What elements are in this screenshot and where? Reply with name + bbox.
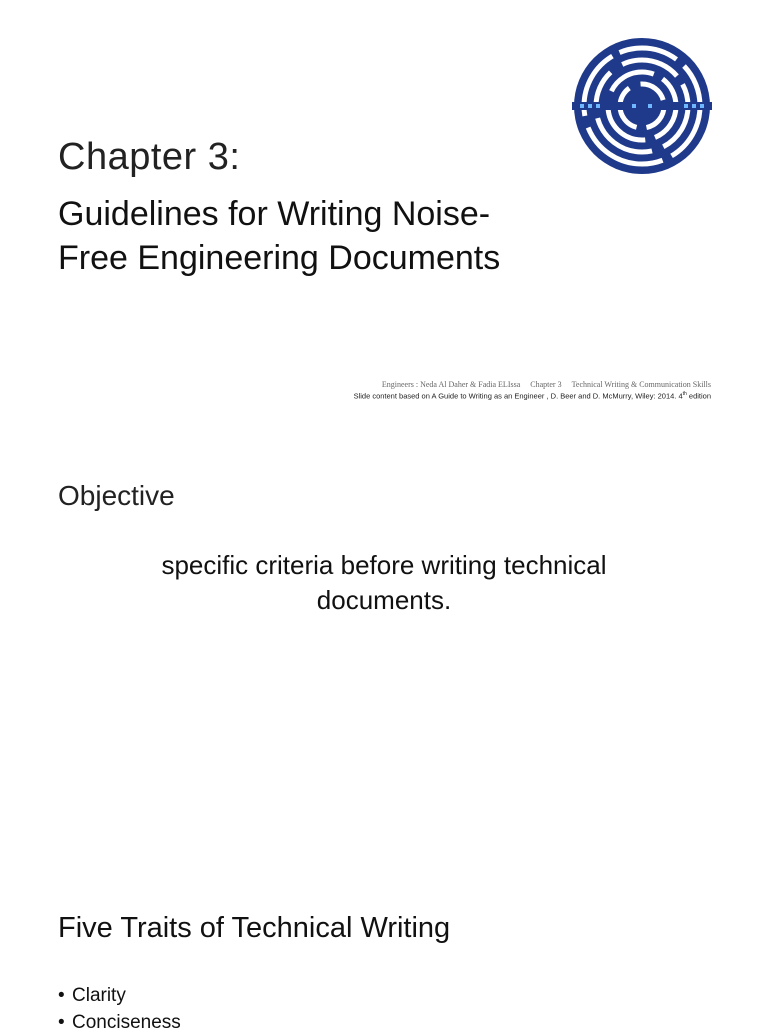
objective-slide (0, 440, 768, 880)
bullet-icon: • (58, 1012, 65, 1033)
traits-slide (0, 880, 768, 1033)
list-item: • Conciseness (58, 1009, 181, 1036)
credit-course: Technical Writing & Communication Skills (571, 380, 711, 389)
credit-source: Slide content based on A Guide to Writing as an Engineer , D. Beer and D. McMurry, Wiley: 2014. 4 (353, 391, 683, 401)
credit-authors: Engineers : Neda Al Daher & Fadia ELIssa (381, 380, 521, 389)
title-slide (0, 0, 768, 440)
objective-body: specific criteria before writing technical documents. (161, 550, 607, 615)
maze-circle-logo-icon (572, 36, 712, 176)
credit-source-sup: th (682, 391, 687, 397)
bullet-icon: • (58, 985, 65, 1006)
credit-authors-line (382, 380, 711, 389)
credit-chapter: Chapter 3 (530, 380, 562, 389)
chapter-label: Chapter 3: (58, 136, 241, 178)
objective-heading: Objective (58, 480, 175, 511)
list-item: • Clarity (58, 982, 181, 1009)
credit-source-tail: edition (686, 391, 711, 401)
chapter-title-line-2: Free Engineering Documents (58, 239, 501, 277)
traits-heading: Five Traits of Technical Writing (58, 912, 451, 944)
chapter-title-line-1: Guidelines for Writing Noise- (58, 195, 491, 233)
credit-source-line (354, 391, 711, 401)
chapter-title (58, 192, 578, 280)
traits-list (58, 982, 181, 1036)
